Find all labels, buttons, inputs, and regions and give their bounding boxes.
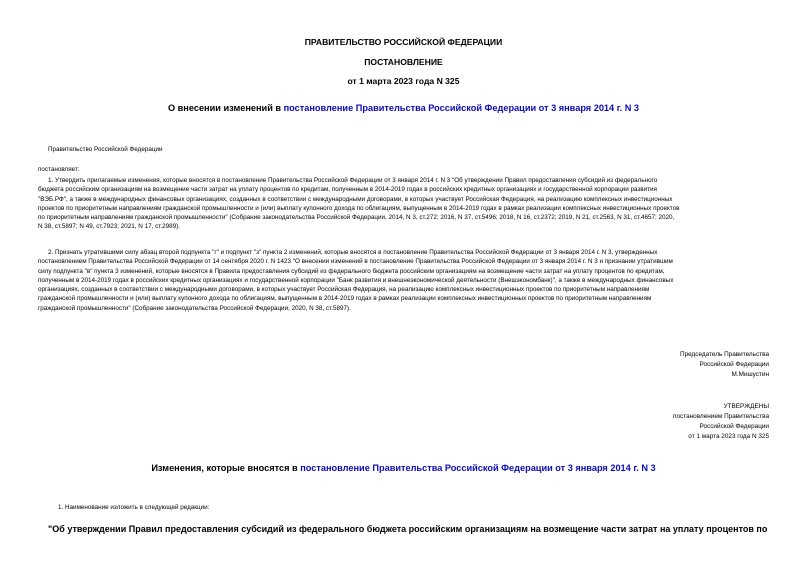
- approval-line: Российской Федерации: [699, 423, 769, 430]
- issuer-text: Правительство Российской Федерации: [48, 146, 163, 153]
- approval-block: [673, 402, 769, 442]
- paragraph-line: проектов по приоритетным направлениям гражданской промышленности и (или) выплату купонного дохода по облигациям, выпущенным в 2014-2019 годах в рамках реализации комплексных инвестиционных проектов: [38, 204, 680, 212]
- paragraph-1: [38, 176, 768, 232]
- title-prefix: О внесении изменений в: [167, 103, 284, 113]
- paragraph-line: постановлением Правительства Российской Федерации от 14 сентября 2020 г. N 1423 "О внесении изменений в постановление Правительства Российской Федерации от 3 января 2014 г. N 3 и признании утратившим: [38, 258, 673, 266]
- paragraph-line: по приоритетным направлениям гражданской промышленности" (Собрание законодательства Российской Федерации, 2014, N 3, ст.272; 2016, N 37, ст.5496; 2018, N 16, ст.2372; 2019, N 21, ст.2563, N 31, ст.4657; 2020,: [38, 214, 675, 222]
- paragraph-line: гражданской промышленности и (или) выплату купонного дохода по облигациям, выпущенным в 2014-2019 годах в рамках реализации комплексных инвестиционных проектов по приоритетным направлениям: [38, 295, 652, 303]
- decrees-text: постановляет:: [38, 166, 80, 173]
- changes-title: [0, 463, 807, 473]
- paragraph-line: бюджета российским организациям на возмещение части затрат на уплату процентов по кредитам, полученным в 2014-2019 годах в российских кредитных организациях и государственной корпорации развития: [38, 186, 657, 194]
- new-title-text: "Об утверждении Правил предоставления субсидий из федерального бюджета российским организациям на возмещение части затрат на уплату процентов по: [48, 524, 768, 534]
- document-title: [0, 103, 807, 113]
- signature-block: [680, 350, 769, 380]
- paragraph-line: "ВЭБ.РФ", а также в международных финансовых организациях, созданных в соответствии с международными договорами, в которых участвует Российская Федерация, на реализацию комплексных инвестиционных: [38, 195, 673, 203]
- date-number-heading: от 1 марта 2023 года N 325: [347, 76, 460, 86]
- signature-line: Председатель Правительства: [680, 351, 769, 358]
- paragraph-line: N 38, ст.5897; N 49, ст.7923; 2021, N 17, ст.2989).: [38, 223, 181, 231]
- approval-line: от 1 марта 2023 года N 325: [688, 433, 769, 440]
- paragraph-2: [38, 248, 768, 313]
- approval-line: постановлением Правительства: [673, 413, 769, 420]
- paragraph-line: силу подпункта "в" пункта 3 изменений, которые вносятся в Правила предоставления субсидий из федерального бюджета российским организациям на возмещение части затрат на уплату процентов по кредитам,: [38, 267, 665, 275]
- item-1-text: 1. Наименование изложить в следующей редакции:: [58, 504, 210, 511]
- changes-title-link[interactable]: постановление Правительства Российской Федерации от 3 января 2014 г. N 3: [300, 463, 656, 473]
- paragraph-line: 1. Утвердить прилагаемые изменения, которые вносятся в постановление Правительства Российской Федерации от 3 января 2014 г. N 3 "Об утверждении Правил предоставления субсидий из федерального: [48, 177, 658, 184]
- paragraph-line: организациях, созданных в соответствии с международными договорами, в которых участвует Российская Федерация, на реализацию комплексных инвестиционных проектов по приоритетным направлениям: [38, 286, 650, 294]
- government-heading: ПРАВИТЕЛЬСТВО РОССИЙСКОЙ ФЕДЕРАЦИИ: [304, 37, 503, 47]
- changes-title-prefix: Изменения, которые вносятся в: [151, 463, 301, 473]
- title-link[interactable]: постановление Правительства Российской Федерации от 3 января 2014 г. N 3: [283, 103, 640, 113]
- paragraph-line: гражданской промышленности" (Собрание законодательства Российской Федерации, 2020, N 38, ст.5897).: [38, 304, 351, 312]
- signature-line: М.Мишустин: [731, 371, 769, 378]
- signature-line: Российской Федерации: [699, 361, 769, 368]
- approval-line: УТВЕРЖДЕНЫ: [723, 403, 769, 410]
- paragraph-line: 2. Признать утратившими силу абзац второй подпункта "г" и подпункт "з" пункта 2 изменений, которые вносятся в постановление Правительства Российской Федерации от 3 января 2014 г. N 3, утвержденных: [48, 249, 658, 256]
- doc-type-heading: ПОСТАНОВЛЕНИЕ: [364, 57, 443, 67]
- paragraph-line: полученным в 2014-2019 годах в российских кредитных организациях и государственной корпорации "Банк развития и внешнеэкономической деятельности (Внешэкономбанк)", а также в международных финансовых: [38, 276, 674, 284]
